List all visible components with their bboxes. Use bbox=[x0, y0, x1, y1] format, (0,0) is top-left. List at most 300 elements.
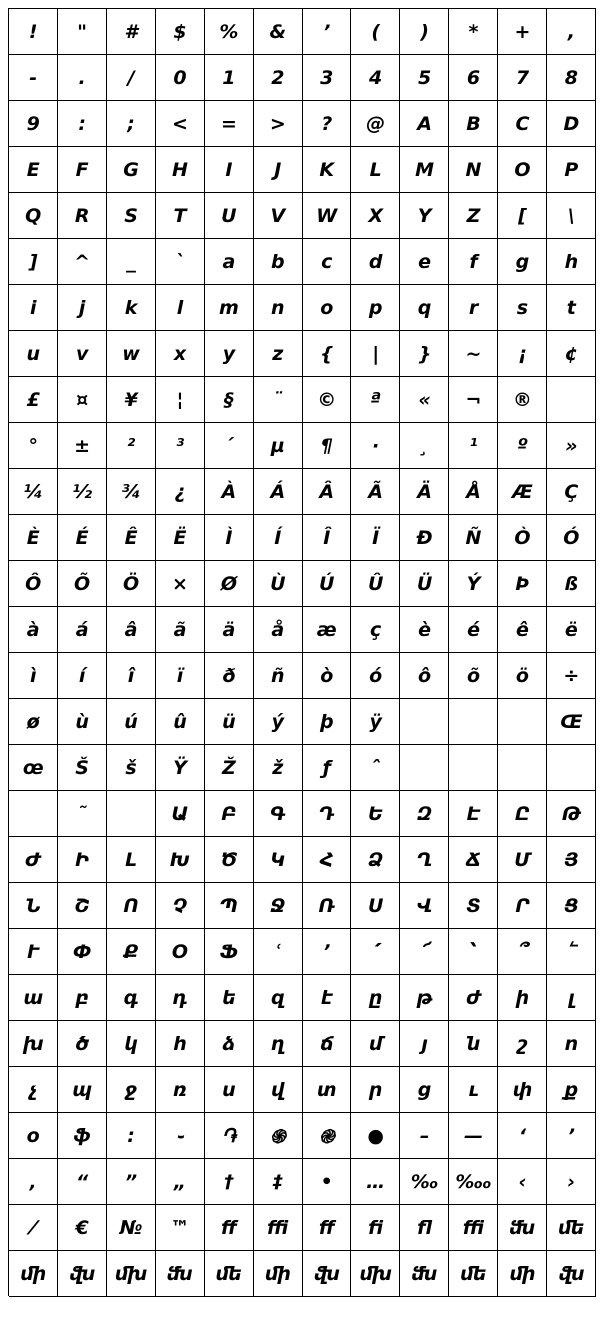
glyph-cell: ” bbox=[107, 1159, 156, 1205]
glyph-cell: ր bbox=[351, 1067, 400, 1113]
glyph-cell: ¡ bbox=[498, 331, 547, 377]
glyph-row bbox=[9, 561, 596, 607]
glyph-cell: Վ bbox=[400, 883, 449, 929]
glyph-cell: ւ bbox=[449, 1067, 498, 1113]
glyph-cell: K bbox=[303, 147, 352, 193]
glyph-cell: æ bbox=[303, 607, 352, 653]
glyph-cell: Ö bbox=[107, 561, 156, 607]
glyph-cell: w bbox=[107, 331, 156, 377]
glyph-cell: ˆ bbox=[351, 745, 400, 791]
glyph-cell: ‘ bbox=[498, 1113, 547, 1159]
glyph-cell: ց bbox=[400, 1067, 449, 1113]
glyph-cell: Ո bbox=[107, 883, 156, 929]
glyph-cell: a bbox=[205, 239, 254, 285]
glyph-cell bbox=[498, 745, 547, 791]
glyph-cell: ª bbox=[351, 377, 400, 423]
glyph-cell: ê bbox=[498, 607, 547, 653]
glyph-cell: @ bbox=[351, 101, 400, 147]
glyph-cell: © bbox=[303, 377, 352, 423]
glyph-cell: € bbox=[58, 1205, 107, 1251]
glyph-cell: ﬃ bbox=[254, 1205, 303, 1251]
glyph-cell: Փ bbox=[58, 929, 107, 975]
glyph-row bbox=[9, 653, 596, 699]
glyph-cell: ﬖ bbox=[58, 1251, 107, 1297]
glyph-cell: Ç bbox=[547, 469, 596, 515]
glyph-row bbox=[9, 423, 596, 469]
glyph-cell: ä bbox=[205, 607, 254, 653]
glyph-cell: Î bbox=[303, 515, 352, 561]
glyph-cell: ﬔ bbox=[547, 1205, 596, 1251]
glyph-cell: ´ bbox=[205, 423, 254, 469]
glyph-cell: > bbox=[254, 101, 303, 147]
glyph-cell: : bbox=[58, 101, 107, 147]
glyph-cell: ° bbox=[9, 423, 58, 469]
glyph-cell: Ձ bbox=[351, 837, 400, 883]
glyph-cell: š bbox=[107, 745, 156, 791]
glyph-cell: õ bbox=[449, 653, 498, 699]
glyph-cell: ﬓ bbox=[400, 1251, 449, 1297]
glyph-row bbox=[9, 1251, 596, 1297]
glyph-row bbox=[9, 1067, 596, 1113]
glyph-cell: ը bbox=[351, 975, 400, 1021]
glyph-cell: ¹ bbox=[449, 423, 498, 469]
glyph-cell: ﬖ bbox=[303, 1251, 352, 1297]
glyph-cell: Կ bbox=[254, 837, 303, 883]
glyph-cell: ¼ bbox=[9, 469, 58, 515]
glyph-cell: Դ bbox=[303, 791, 352, 837]
glyph-cell: D bbox=[547, 101, 596, 147]
glyph-cell: փ bbox=[498, 1067, 547, 1113]
glyph-cell: 6 bbox=[449, 55, 498, 101]
glyph-cell: ö bbox=[498, 653, 547, 699]
glyph-cell: ; bbox=[107, 101, 156, 147]
glyph-cell: ՞ bbox=[498, 929, 547, 975]
glyph-cell: Ք bbox=[107, 929, 156, 975]
glyph-row bbox=[9, 1159, 596, 1205]
glyph-cell: [ bbox=[498, 193, 547, 239]
glyph-cell bbox=[400, 745, 449, 791]
glyph-cell: Տ bbox=[449, 883, 498, 929]
glyph-cell: Ÿ bbox=[156, 745, 205, 791]
glyph-row bbox=[9, 101, 596, 147]
glyph-cell: խ bbox=[9, 1021, 58, 1067]
glyph-cell bbox=[449, 745, 498, 791]
glyph-cell: լ bbox=[547, 975, 596, 1021]
glyph-cell: È bbox=[9, 515, 58, 561]
glyph-cell: ﬗ bbox=[107, 1251, 156, 1297]
glyph-cell bbox=[107, 791, 156, 837]
glyph-cell: Q bbox=[9, 193, 58, 239]
glyph-row bbox=[9, 377, 596, 423]
glyph-cell: ø bbox=[9, 699, 58, 745]
glyph-cell: j bbox=[58, 285, 107, 331]
glyph-cell: Ւ bbox=[9, 929, 58, 975]
glyph-chart-grid bbox=[8, 8, 596, 1296]
glyph-cell: , bbox=[547, 9, 596, 55]
glyph-cell: å bbox=[254, 607, 303, 653]
glyph-cell: R bbox=[58, 193, 107, 239]
glyph-row bbox=[9, 193, 596, 239]
glyph-cell: ՜ bbox=[400, 929, 449, 975]
glyph-cell: Ի bbox=[58, 837, 107, 883]
glyph-cell: { bbox=[303, 331, 352, 377]
glyph-cell: Ն bbox=[9, 883, 58, 929]
glyph-cell: Ù bbox=[254, 561, 303, 607]
glyph-cell: ‰ bbox=[400, 1159, 449, 1205]
glyph-cell: ú bbox=[107, 699, 156, 745]
glyph-cell: á bbox=[58, 607, 107, 653]
glyph-cell: % bbox=[205, 9, 254, 55]
glyph-cell: մ bbox=[351, 1021, 400, 1067]
glyph-cell: y bbox=[205, 331, 254, 377]
glyph-cell: " bbox=[58, 9, 107, 55]
glyph-cell: à bbox=[9, 607, 58, 653]
glyph-cell: É bbox=[58, 515, 107, 561]
glyph-cell: ± bbox=[58, 423, 107, 469]
glyph-cell: ù bbox=[58, 699, 107, 745]
glyph-cell: g bbox=[498, 239, 547, 285]
glyph-cell: H bbox=[156, 147, 205, 193]
glyph-cell: Ñ bbox=[449, 515, 498, 561]
glyph-cell: t bbox=[547, 285, 596, 331]
glyph-cell: ÷ bbox=[547, 653, 596, 699]
glyph-cell: չ bbox=[9, 1067, 58, 1113]
glyph-cell: Ջ bbox=[254, 883, 303, 929]
glyph-cell: & bbox=[254, 9, 303, 55]
glyph-cell: ã bbox=[156, 607, 205, 653]
glyph-cell: կ bbox=[107, 1021, 156, 1067]
glyph-cell: Á bbox=[254, 469, 303, 515]
glyph-cell: Û bbox=[351, 561, 400, 607]
glyph-cell: 0 bbox=[156, 55, 205, 101]
glyph-cell: 9 bbox=[9, 101, 58, 147]
glyph-cell: < bbox=[156, 101, 205, 147]
glyph-cell: ³ bbox=[156, 423, 205, 469]
glyph-cell: F bbox=[58, 147, 107, 193]
glyph-cell: ﬕ bbox=[254, 1251, 303, 1297]
glyph-cell: ‹ bbox=[498, 1159, 547, 1205]
glyph-row bbox=[9, 607, 596, 653]
glyph-cell: º bbox=[498, 423, 547, 469]
glyph-cell: / bbox=[107, 55, 156, 101]
glyph-cell: V bbox=[254, 193, 303, 239]
glyph-cell: þ bbox=[303, 699, 352, 745]
glyph-cell: զ bbox=[254, 975, 303, 1021]
glyph-cell: L bbox=[351, 147, 400, 193]
glyph-cell: ﬓ bbox=[156, 1251, 205, 1297]
glyph-cell: ծ bbox=[58, 1021, 107, 1067]
glyph-cell: ¤ bbox=[58, 377, 107, 423]
glyph-cell: C bbox=[498, 101, 547, 147]
glyph-cell: p bbox=[351, 285, 400, 331]
glyph-cell: Ծ bbox=[205, 837, 254, 883]
glyph-cell: l bbox=[156, 285, 205, 331]
glyph-row bbox=[9, 147, 596, 193]
glyph-cell: բ bbox=[58, 975, 107, 1021]
glyph-cell: „ bbox=[156, 1159, 205, 1205]
glyph-row bbox=[9, 285, 596, 331]
glyph-cell bbox=[498, 699, 547, 745]
glyph-row bbox=[9, 1113, 596, 1159]
glyph-cell: d bbox=[351, 239, 400, 285]
glyph-cell: ֆ bbox=[58, 1113, 107, 1159]
glyph-cell: œ bbox=[9, 745, 58, 791]
glyph-cell: b bbox=[254, 239, 303, 285]
glyph-cell: ¬ bbox=[449, 377, 498, 423]
glyph-cell: f bbox=[449, 239, 498, 285]
glyph-cell: J bbox=[254, 147, 303, 193]
glyph-cell: ( bbox=[351, 9, 400, 55]
glyph-cell: Ժ bbox=[9, 837, 58, 883]
glyph-row bbox=[9, 55, 596, 101]
glyph-cell: ⁄ bbox=[9, 1205, 58, 1251]
glyph-row bbox=[9, 699, 596, 745]
glyph-cell: X bbox=[351, 193, 400, 239]
glyph-cell: ս bbox=[205, 1067, 254, 1113]
glyph-cell: ﬂ bbox=[400, 1205, 449, 1251]
glyph-cell: ՚ bbox=[303, 929, 352, 975]
glyph-cell: ® bbox=[498, 377, 547, 423]
glyph-cell: ½ bbox=[58, 469, 107, 515]
glyph-cell: ‚ bbox=[9, 1159, 58, 1205]
glyph-cell: ﬔ bbox=[449, 1251, 498, 1297]
glyph-cell: ? bbox=[303, 101, 352, 147]
glyph-cell bbox=[449, 699, 498, 745]
glyph-cell: § bbox=[205, 377, 254, 423]
glyph-cell: Ց bbox=[547, 883, 596, 929]
glyph-cell: ñ bbox=[254, 653, 303, 699]
glyph-cell: Æ bbox=[498, 469, 547, 515]
glyph-cell: ¾ bbox=[107, 469, 156, 515]
glyph-cell: o bbox=[303, 285, 352, 331]
glyph-cell: é bbox=[449, 607, 498, 653]
glyph-cell: è bbox=[400, 607, 449, 653]
glyph-cell: Ռ bbox=[303, 883, 352, 929]
glyph-cell: Հ bbox=[303, 837, 352, 883]
glyph-cell: Ը bbox=[498, 791, 547, 837]
glyph-cell: ա bbox=[9, 975, 58, 1021]
glyph-cell: E bbox=[9, 147, 58, 193]
glyph-cell: ^ bbox=[58, 239, 107, 285]
glyph-cell: ¿ bbox=[156, 469, 205, 515]
glyph-cell: S bbox=[107, 193, 156, 239]
glyph-cell: · bbox=[351, 423, 400, 469]
glyph-row bbox=[9, 331, 596, 377]
glyph-cell: Ֆ bbox=[205, 929, 254, 975]
glyph-cell: – bbox=[400, 1113, 449, 1159]
glyph-cell: 2 bbox=[254, 55, 303, 101]
glyph-cell: W bbox=[303, 193, 352, 239]
glyph-cell: 7 bbox=[498, 55, 547, 101]
glyph-cell: Ր bbox=[498, 883, 547, 929]
glyph-cell: $ bbox=[156, 9, 205, 55]
glyph-cell: տ bbox=[303, 1067, 352, 1113]
glyph-cell: U bbox=[205, 193, 254, 239]
glyph-cell: z bbox=[254, 331, 303, 377]
glyph-row bbox=[9, 515, 596, 561]
glyph-cell: Ü bbox=[400, 561, 449, 607]
glyph-cell: ] bbox=[9, 239, 58, 285]
glyph-cell: Օ bbox=[156, 929, 205, 975]
glyph-row bbox=[9, 1205, 596, 1251]
glyph-cell: î bbox=[107, 653, 156, 699]
glyph-cell: Է bbox=[449, 791, 498, 837]
glyph-cell: Ղ bbox=[400, 837, 449, 883]
glyph-cell: Յ bbox=[547, 837, 596, 883]
glyph-cell: Š bbox=[58, 745, 107, 791]
glyph-cell: u bbox=[9, 331, 58, 377]
glyph-row bbox=[9, 745, 596, 791]
glyph-cell: í bbox=[58, 653, 107, 699]
glyph-cell: ¶ bbox=[303, 423, 352, 469]
glyph-cell: ž bbox=[254, 745, 303, 791]
glyph-cell: Շ bbox=[58, 883, 107, 929]
glyph-cell: • bbox=[303, 1159, 352, 1205]
glyph-row bbox=[9, 239, 596, 285]
glyph-cell: Ž bbox=[205, 745, 254, 791]
glyph-cell: Ô bbox=[9, 561, 58, 607]
glyph-cell: ~ bbox=[449, 331, 498, 377]
glyph-cell: ç bbox=[351, 607, 400, 653]
glyph-cell: Ա bbox=[156, 791, 205, 837]
glyph-cell: ’ bbox=[303, 9, 352, 55]
glyph-cell: Ò bbox=[498, 515, 547, 561]
glyph-cell: Þ bbox=[498, 561, 547, 607]
glyph-cell: Z bbox=[449, 193, 498, 239]
glyph-cell: ô bbox=[400, 653, 449, 699]
glyph-cell: ò bbox=[303, 653, 352, 699]
glyph-cell: Թ bbox=[547, 791, 596, 837]
glyph-cell: ն bbox=[449, 1021, 498, 1067]
glyph-cell: յ bbox=[400, 1021, 449, 1067]
glyph-cell: † bbox=[205, 1159, 254, 1205]
glyph-cell: ƒ bbox=[303, 745, 352, 791]
glyph-cell: Ä bbox=[400, 469, 449, 515]
glyph-cell: № bbox=[107, 1205, 156, 1251]
glyph-cell: ﬀ bbox=[303, 1205, 352, 1251]
glyph-cell: _ bbox=[107, 239, 156, 285]
glyph-cell: ` bbox=[156, 239, 205, 285]
glyph-cell: n bbox=[254, 285, 303, 331]
glyph-cell: A bbox=[400, 101, 449, 147]
glyph-cell: ։ bbox=[107, 1113, 156, 1159]
glyph-cell: } bbox=[400, 331, 449, 377]
glyph-cell: շ bbox=[498, 1021, 547, 1067]
glyph-cell: — bbox=[449, 1113, 498, 1159]
glyph-cell: ì bbox=[9, 653, 58, 699]
glyph-cell: 4 bbox=[351, 55, 400, 101]
glyph-cell: ﬗ bbox=[351, 1251, 400, 1297]
glyph-cell: # bbox=[107, 9, 156, 55]
glyph-cell: ի bbox=[498, 975, 547, 1021]
glyph-cell: Ì bbox=[205, 515, 254, 561]
glyph-row bbox=[9, 791, 596, 837]
glyph-cell: ó bbox=[351, 653, 400, 699]
glyph-cell: 8 bbox=[547, 55, 596, 101]
glyph-cell: À bbox=[205, 469, 254, 515]
glyph-cell: Ï bbox=[351, 515, 400, 561]
glyph-cell: ֊ bbox=[156, 1113, 205, 1159]
glyph-row bbox=[9, 837, 596, 883]
glyph-cell: ! bbox=[9, 9, 58, 55]
glyph-cell: վ bbox=[254, 1067, 303, 1113]
glyph-cell: Õ bbox=[58, 561, 107, 607]
glyph-cell: Ճ bbox=[449, 837, 498, 883]
glyph-cell: i bbox=[9, 285, 58, 331]
glyph-cell: ÿ bbox=[351, 699, 400, 745]
glyph-cell: O bbox=[498, 147, 547, 193]
glyph-cell: ֍ bbox=[254, 1113, 303, 1159]
glyph-cell: Â bbox=[303, 469, 352, 515]
glyph-cell: . bbox=[58, 55, 107, 101]
glyph-cell: ո bbox=[547, 1021, 596, 1067]
glyph-cell: ﬓ bbox=[498, 1205, 547, 1251]
glyph-row bbox=[9, 469, 596, 515]
glyph-cell: ﬕ bbox=[498, 1251, 547, 1297]
glyph-cell: Đ bbox=[400, 515, 449, 561]
glyph-cell: » bbox=[547, 423, 596, 469]
glyph-cell: հ bbox=[156, 1021, 205, 1067]
glyph-cell: Å bbox=[449, 469, 498, 515]
glyph-cell: Ê bbox=[107, 515, 156, 561]
glyph-cell: B bbox=[449, 101, 498, 147]
glyph-cell: ﬖ bbox=[547, 1251, 596, 1297]
glyph-cell: ռ bbox=[156, 1067, 205, 1113]
glyph-cell: ) bbox=[400, 9, 449, 55]
glyph-cell: Պ bbox=[205, 883, 254, 929]
glyph-cell: Ø bbox=[205, 561, 254, 607]
glyph-cell: ﬕ bbox=[9, 1251, 58, 1297]
glyph-cell: ² bbox=[107, 423, 156, 469]
glyph-cell: ¥ bbox=[107, 377, 156, 423]
glyph-cell: ՙ bbox=[254, 929, 303, 975]
glyph-cell bbox=[9, 791, 58, 837]
glyph-cell: ß bbox=[547, 561, 596, 607]
glyph-cell: ձ bbox=[205, 1021, 254, 1067]
glyph-cell: Մ bbox=[498, 837, 547, 883]
glyph-cell: ï bbox=[156, 653, 205, 699]
glyph-row bbox=[9, 883, 596, 929]
glyph-cell: | bbox=[351, 331, 400, 377]
glyph-row bbox=[9, 975, 596, 1021]
glyph-cell: պ bbox=[58, 1067, 107, 1113]
glyph-cell: ﬃ bbox=[449, 1205, 498, 1251]
glyph-cell: ջ bbox=[107, 1067, 156, 1113]
glyph-cell bbox=[400, 699, 449, 745]
glyph-cell: ¸ bbox=[400, 423, 449, 469]
glyph-cell: × bbox=[156, 561, 205, 607]
glyph-cell: â bbox=[107, 607, 156, 653]
glyph-cell: G bbox=[107, 147, 156, 193]
glyph-cell bbox=[547, 745, 596, 791]
glyph-row bbox=[9, 9, 596, 55]
glyph-cell: Խ bbox=[156, 837, 205, 883]
glyph-cell: Ã bbox=[351, 469, 400, 515]
glyph-cell: Ó bbox=[547, 515, 596, 561]
glyph-cell: Զ bbox=[400, 791, 449, 837]
glyph-cell: I bbox=[205, 147, 254, 193]
glyph-cell: ë bbox=[547, 607, 596, 653]
glyph-cell: Ս bbox=[351, 883, 400, 929]
glyph-cell: Ե bbox=[351, 791, 400, 837]
glyph-cell: N bbox=[449, 147, 498, 193]
glyph-cell: “ bbox=[58, 1159, 107, 1205]
glyph-cell: e bbox=[400, 239, 449, 285]
glyph-cell: T bbox=[156, 193, 205, 239]
glyph-cell: Լ bbox=[107, 837, 156, 883]
glyph-cell: ֏ bbox=[205, 1113, 254, 1159]
glyph-cell: x bbox=[156, 331, 205, 377]
